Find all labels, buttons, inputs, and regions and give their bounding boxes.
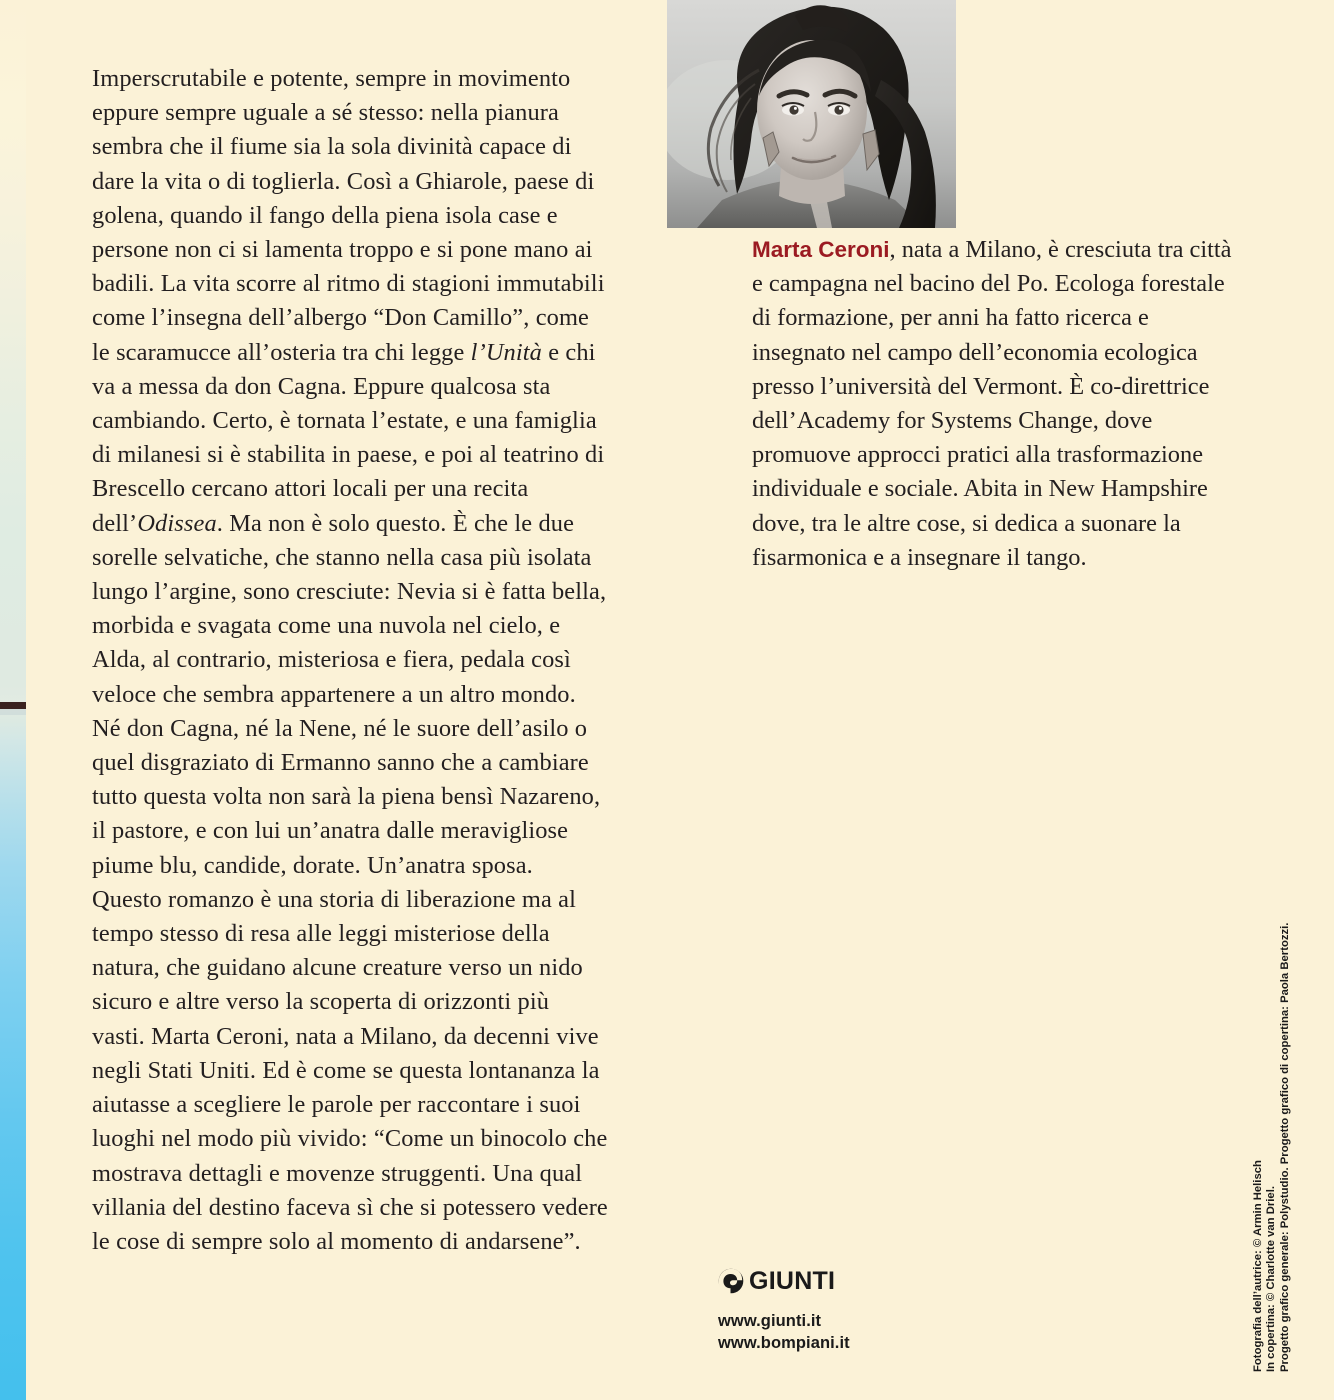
publisher-urls bbox=[718, 1310, 850, 1354]
author-bio bbox=[752, 233, 1248, 575]
author-portrait-image bbox=[667, 0, 956, 228]
blurb-part-2: e chi va a messa da don Cagna. Eppure qualcosa sta cambiando. Certo, è tornata l’estate, e una famiglia di milanesi si è stabilita in paese, e poi al teatrino di Brescello cercano attori locali per una recita dell’ bbox=[92, 338, 605, 537]
author-bio-text: , nata a Milano, è cresciuta tra città e campagna nel bacino del Po. Ecologa forestale di formazione, per anni ha fatto ricerca e insegnato nel campo dell’economia ecologica presso l’università del Vermont. È co-direttrice dell’Academy for Systems Change, dove promuove approcci pratici alla trasformazione individuale e sociale. Abita in New Hampshire dove, tra le altre cose, si dedica a suonare la fisarmonica e a insegnare il tango. bbox=[752, 236, 1232, 571]
blurb-part-1: Imperscrutabile e potente, sempre in movimento eppure sempre uguale a sé stesso: nella pianura sembra che il fiume sia la sola divinità capace di dare la vita o di toglierla. Così a Ghiarole, paese di golena, quando il fango della piena isola case e persone non ci si lamenta troppo e si pone mano ai badili. La vita scorre al ritmo di stagioni immutabili come l’insegna dell’albergo “Don Camillo”, come le scaramucce all’osteria tra chi legge bbox=[92, 65, 605, 366]
giunti-url[interactable]: www.giunti.it bbox=[718, 1312, 822, 1330]
author-name: Marta Ceroni bbox=[752, 237, 890, 262]
blurb-italic-unita: l’Unità bbox=[470, 338, 542, 366]
cover-credits bbox=[1252, 912, 1292, 1372]
giunti-g-spiral-icon bbox=[718, 1268, 744, 1294]
cover-strip-pale-band bbox=[0, 709, 26, 715]
blurb-part-3: . Ma non è solo questo. È che le due sorelle selvatiche, che stanno nella casa più isolata lungo l’argine, sono cresciute: Nevia si è fatta bella, morbida e svagata come una nuvola nel cielo, e Alda, al contrario, misteriosa e fiera, pedala così veloce che sembra appartenere a un altro mondo. Né don Cagna, né la Nene, né le suore dell’asilo o quel disgraziato di Ermanno sanno che a cambiare tutto questa volta non sarà la piena bensì Nazareno, il pastore, e con lui un’anatra dalle meravigliose piume blu, candide, dorate. Un’anatra sposa. Questo romanzo è una storia di liberazione ma al tempo stesso di resa alle leggi misteriose della natura, che guidano alcune creature verso un nido sicuro e altre verso la scoperta di orizzonti più vasti. Marta Ceroni, nata a Milano, da decenni vive negli Stati Uniti. Ed è come se questa lontananza la aiutasse a scegliere le parole per raccontare i suoi luoghi nel modo più vivido: “Come un binocolo che mostrava dettagli e movenze struggenti. Una qual villania del destino faceva sì che si potessero vedere le cose di sempre solo al momento di andarsene”. bbox=[92, 509, 608, 1255]
publisher-block bbox=[718, 1266, 850, 1354]
credit-cover-image: In copertina: © Charlotte van Driel. bbox=[1265, 1186, 1278, 1372]
author-photo bbox=[667, 0, 956, 228]
giunti-logo[interactable] bbox=[718, 1266, 850, 1296]
back-cover-blurb bbox=[92, 62, 608, 1259]
blurb-italic-odissea: Odissea bbox=[137, 509, 217, 537]
giunti-logo-text: GIUNTI bbox=[749, 1266, 836, 1295]
cover-strip-dark-rule bbox=[0, 702, 26, 709]
front-cover-wrap-strip bbox=[0, 0, 26, 1400]
bompiani-url[interactable]: www.bompiani.it bbox=[718, 1334, 850, 1352]
credit-design: Progetto grafico generale: Polystudio. Progetto grafico di copertina: Paola Bertozzi. bbox=[1278, 922, 1291, 1372]
credit-photo: Fotografia dell’autrice: © Armin Helisch bbox=[1252, 1160, 1264, 1372]
